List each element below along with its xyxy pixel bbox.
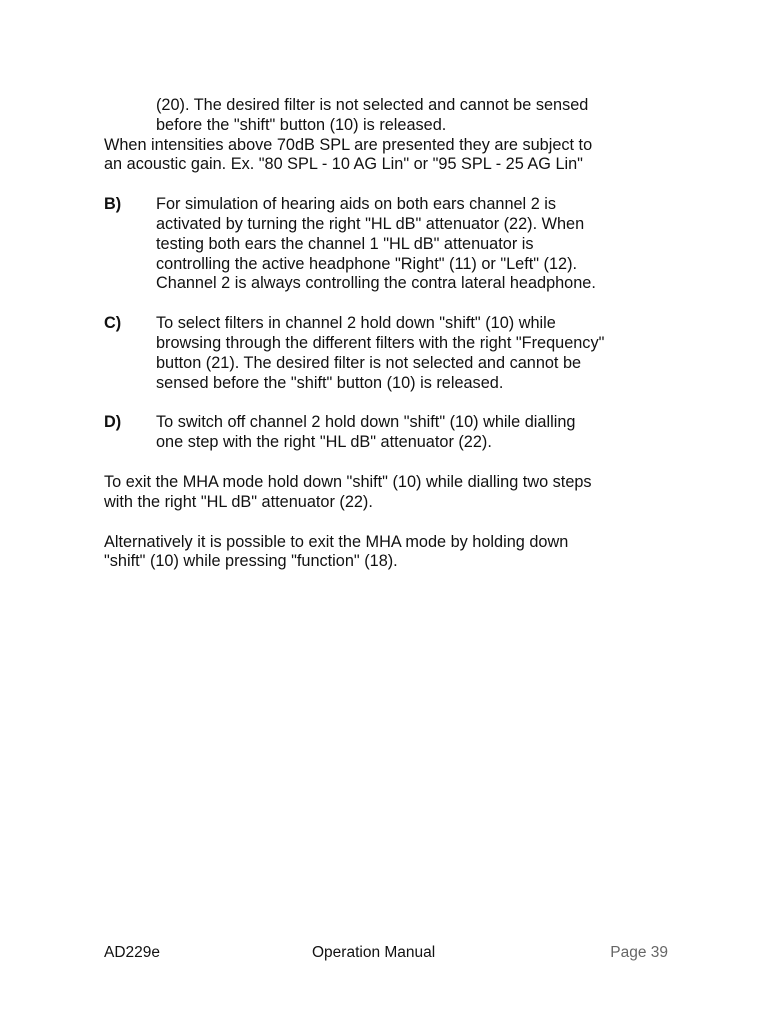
intro-line: an acoustic gain. Ex. "80 SPL - 10 AG Lin" or "95 SPL - 25 AG Lin" xyxy=(104,155,583,174)
page-footer xyxy=(104,944,668,964)
intro-paragraph xyxy=(104,96,684,175)
item-line: To select filters in channel 2 hold down "shift" (10) while xyxy=(156,314,556,333)
intro-line: before the "shift" button (10) is released. xyxy=(156,115,447,134)
item-line: For simulation of hearing aids on both ears channel 2 is xyxy=(156,195,557,214)
spacer xyxy=(104,294,684,314)
item-text xyxy=(156,195,684,294)
item-line: button (21). The desired filter is not selected and cannot be xyxy=(156,353,582,372)
list-item-b xyxy=(104,195,684,294)
alternative-paragraph xyxy=(104,533,684,573)
paragraph-line: Alternatively it is possible to exit the MHA mode by holding down xyxy=(104,532,569,551)
item-label: C) xyxy=(104,314,122,333)
spacer xyxy=(104,453,684,473)
item-label: D) xyxy=(104,413,122,432)
item-line: sensed before the "shift" button (10) is released. xyxy=(156,373,504,392)
item-text xyxy=(156,314,684,393)
page-number: Page 39 xyxy=(610,944,668,961)
spacer xyxy=(104,175,684,195)
list-item-d xyxy=(104,413,684,453)
footer-model: AD229e xyxy=(104,944,161,961)
exit-paragraph xyxy=(104,473,684,513)
spacer xyxy=(104,393,684,413)
item-label: B) xyxy=(104,195,122,214)
item-line: To switch off channel 2 hold down "shift" (10) while dialling xyxy=(156,413,576,432)
intro-line: When intensities above 70dB SPL are presented they are subject to xyxy=(104,135,593,154)
item-line: Channel 2 is always controlling the contra lateral headphone. xyxy=(156,274,596,293)
item-line: one step with the right "HL dB" attenuator (22). xyxy=(156,433,492,452)
item-line: controlling the active headphone "Right" (11) or "Left" (12). xyxy=(156,254,578,273)
footer-title: Operation Manual xyxy=(312,944,436,961)
item-line: testing both ears the channel 1 "HL dB" attenuator is xyxy=(156,234,534,253)
item-line: browsing through the different filters with the right "Frequency" xyxy=(156,333,605,352)
intro-line: (20). The desired filter is not selected and cannot be sensed xyxy=(156,96,589,114)
paragraph-line: with the right "HL dB" attenuator (22). xyxy=(104,492,373,511)
spacer xyxy=(104,513,684,533)
list-item-c xyxy=(104,314,684,393)
paragraph-line: To exit the MHA mode hold down "shift" (10) while dialling two steps xyxy=(104,472,592,491)
page-body xyxy=(104,96,684,572)
paragraph-line: "shift" (10) while pressing "function" (18). xyxy=(104,552,398,571)
item-line: activated by turning the right "HL dB" attenuator (22). When xyxy=(156,214,585,233)
item-text xyxy=(156,413,684,453)
